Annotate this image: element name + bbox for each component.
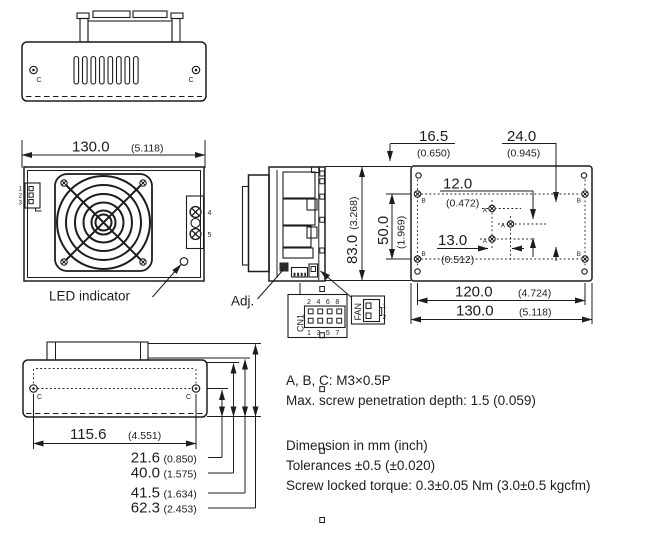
adjustment-callout	[231, 270, 284, 309]
note-penetration-depth: Max. screw penetration depth: 1.5 (0.059)	[286, 393, 536, 408]
dim-130-0-mount	[411, 283, 592, 324]
screw-hole-c-icon	[192, 66, 199, 73]
top-view	[22, 11, 206, 101]
top-view-vent-slots	[74, 57, 138, 85]
adj-label: Adj.	[231, 293, 255, 309]
hole-label-b: B	[421, 197, 426, 205]
dim-41-5-mm: 41.5	[130, 484, 160, 502]
dim-front-width-mm: 130.0	[72, 138, 110, 156]
side-height-dimension	[344, 167, 362, 280]
fan-screw-icon	[61, 180, 67, 186]
led-indicator-label: LED indicator	[49, 288, 131, 304]
dim-21-6-inch: (0.850)	[163, 453, 197, 466]
dim-115-6-mm: 115.6	[70, 426, 107, 443]
cn1-top-pin-numbers: 2 4 6 8	[307, 299, 342, 306]
dim-24-0-mm: 24.0	[507, 128, 537, 145]
hole-label-a: A	[482, 238, 487, 245]
dim-41-5-inch: (1.634)	[163, 488, 197, 501]
fan-screw-icon	[140, 180, 146, 186]
hole-label-b: B	[576, 251, 581, 258]
note-torque: Screw locked torque: 0.3±0.05 Nm (3.0±0.5 kgcfm)	[286, 478, 591, 493]
dim-40-0-inch: (1.575)	[163, 468, 197, 481]
output-terminal-block	[187, 196, 212, 249]
bottom-connector	[47, 342, 148, 360]
dim-13-0	[437, 232, 524, 266]
dim-vspan-mm: 50.0	[375, 215, 392, 245]
mount-hole-a-icon	[489, 205, 495, 211]
pin-label-1: 1	[18, 185, 22, 193]
dim-front-width-inch: (5.118)	[131, 142, 164, 155]
hole-label-c: C	[186, 394, 192, 401]
cn1-bottom-pin-numbers: 1 3 5 7	[307, 330, 342, 337]
dim-120-0-mm: 120.0	[455, 283, 493, 301]
screw-hole-c-icon	[30, 66, 37, 73]
pin-label-4: 4	[207, 210, 212, 217]
bottom-hole-c-icon	[192, 385, 199, 392]
dim-vspan-inch: (1.969)	[395, 215, 408, 249]
dim-24-0-inch: (0.945)	[507, 147, 541, 160]
mount-hole-a-icon	[507, 221, 513, 227]
front-view	[18, 139, 211, 304]
dim-130-0-inch: (5.118)	[519, 306, 552, 319]
note-units: Dimension in mm (inch)	[286, 438, 428, 453]
dim-120-0-inch: (4.724)	[518, 287, 552, 300]
note-tolerances: Tolerances ±0.5 (±0.020)	[286, 458, 436, 473]
hole-label-c: C	[188, 77, 194, 84]
fan-grille	[55, 174, 152, 271]
dim-40-0-mm: 40.0	[130, 464, 160, 482]
mount-hole-a-icon	[489, 236, 495, 242]
dim-24-0	[502, 128, 556, 261]
bottom-hole-c-icon	[30, 385, 37, 392]
fan-screw-icon	[61, 259, 67, 265]
mounting-view	[390, 128, 592, 324]
mount-hole-b-icon	[582, 191, 588, 197]
dim-21-6-mm: 21.6	[130, 449, 160, 467]
front-width-dimension	[22, 139, 205, 169]
cn1-label: CN1	[295, 313, 306, 332]
bottom-view	[23, 342, 261, 517]
led-icon	[180, 258, 188, 266]
pin-label-2: 2	[18, 192, 22, 200]
pin-label-5: 5	[207, 232, 212, 239]
top-view-connector	[77, 11, 183, 42]
hole-label-b: B	[421, 251, 426, 258]
adj-potentiometer	[280, 263, 289, 272]
input-connector	[18, 183, 41, 211]
cn1-detail	[288, 283, 347, 338]
note-screw-spec: A, B, C: M3×0.5P	[286, 373, 391, 388]
mount-hole-b-icon	[582, 256, 588, 262]
terminal-screw-4-icon	[190, 207, 201, 218]
hole-label-c: C	[37, 394, 43, 401]
dim-16-5	[390, 128, 455, 161]
fan-screw-icon	[140, 259, 146, 265]
dim-12-0-mm: 12.0	[443, 175, 473, 193]
dim-side-height: 83.0(3.268)	[344, 196, 361, 264]
mount-vspan-dimension	[375, 194, 408, 259]
dim-62-3-mm: 62.3	[130, 499, 160, 517]
hole-label-c: C	[36, 77, 42, 84]
dim-130-0-mm: 130.0	[456, 302, 494, 320]
terminal-screw-5-icon	[190, 229, 201, 240]
notes-block	[286, 373, 590, 493]
dim-62-3-inch: (2.453)	[163, 503, 197, 516]
hole-label-a: A	[482, 207, 487, 215]
dim-115-6	[34, 394, 197, 449]
fan-connector-side	[309, 264, 318, 277]
dim-12-0-inch: (0.472)	[446, 197, 480, 210]
dim-16-5-inch: (0.650)	[417, 147, 451, 160]
mount-hole-b-icon	[414, 256, 420, 262]
dim-13-0-mm: 13.0	[438, 232, 468, 249]
fan-pin-1: 1	[382, 303, 387, 310]
hole-label-a: A	[500, 222, 505, 230]
mount-hole-b-icon	[414, 191, 420, 197]
hole-label-b: B	[576, 197, 581, 205]
dim-115-6-inch: (4.551)	[128, 430, 162, 442]
fan-pin-2: 2	[382, 314, 387, 321]
fan-label: FAN	[353, 302, 363, 321]
dim-13-0-inch: (0.512)	[441, 254, 475, 266]
fan-connector-detail	[321, 271, 387, 324]
pin-label-3: 3	[18, 199, 22, 207]
dim-16-5-mm: 16.5	[419, 128, 449, 145]
dim-120-0	[418, 283, 586, 305]
